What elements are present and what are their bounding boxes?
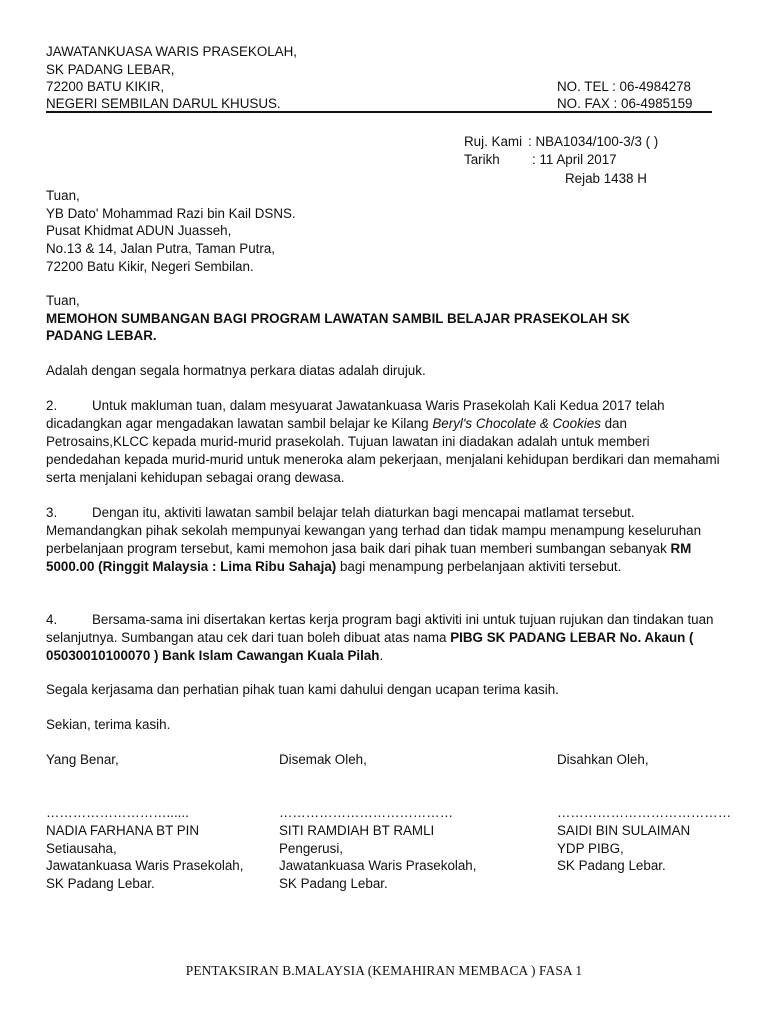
recipient-line-3: No.13 & 14, Jalan Putra, Taman Putra, — [46, 241, 276, 256]
paragraph-number: 4. — [46, 612, 58, 627]
date-label: Tarikh — [464, 152, 500, 167]
signatory-title: YDP PIBG, — [557, 841, 624, 856]
reference-value: : NBA1034/100-3/3 ( ) — [528, 134, 659, 149]
phone-number: NO. TEL : 06-4984278 — [557, 79, 691, 94]
paragraph-number: 2. — [46, 398, 58, 413]
signatory-name: SAIDI BIN SULAIMAN — [557, 823, 691, 838]
signatory-title: Pengerusi, — [279, 841, 344, 856]
paragraph-4-text-a: Bersama-sama ini disertakan kertas kerja program bagi aktiviti ini untuk tujuan rujukan dan tindakan tuan selanjutnya. Sumbangan atau cek dari tuan boleh dibuat atas nama — [46, 612, 714, 645]
closing-sentence: Sekian, terima kasih. — [46, 717, 171, 732]
paragraph-2-text-b: dan Petrosains,KLCC kepada murid-murid prasekolah. Tujuan lawatan ini diadakan adalah untuk memberi pendedahan kepada murid-murid untuk meneroka alam pekerjaan, menjalani kehidupan berdikari dan memahami serta menjalani kehidupan sebagai orang dewasa. — [46, 416, 720, 485]
signatory-title: Setiausaha, — [46, 841, 117, 856]
subject-line-2: PADANG LEBAR. — [46, 328, 157, 343]
thanks-sentence: Segala kerjasama dan perhatian pihak tuan kami dahului dengan ucapan terima kasih. — [46, 682, 559, 697]
fax-number: NO. FAX : 06-4985159 — [557, 96, 693, 111]
paragraph-3-amount: RM 5000.00 (Ringgit Malaysia : Lima Ribu Sahaja) — [46, 541, 692, 574]
letterhead-line-1: JAWATANKUASA WARIS PRASEKOLAH, — [46, 44, 297, 59]
paragraph-4-text-b: . — [379, 648, 384, 663]
letterhead-line-4: NEGERI SEMBILAN DARUL KHUSUS. — [46, 96, 281, 111]
page-footer: PENTAKSIRAN B.MALAYSIA (KEMAHIRAN MEMBACA ) FASA 1 — [185, 963, 583, 978]
recipient-line-1: YB Dato' Mohammad Razi bin Kail DSNS. — [46, 206, 296, 221]
hijri-date: Rejab 1438 H — [565, 171, 647, 186]
opening-sentence: Adalah dengan segala hormatnya perkara diatas adalah dirujuk. — [46, 363, 426, 378]
signature-role: Disahkan Oleh, — [557, 752, 649, 767]
date-value: : 11 April 2017 — [532, 152, 617, 167]
paragraph-number: 3. — [46, 505, 58, 520]
recipient-line-2: Pusat Khidmat ADUN Juasseh, — [46, 223, 232, 238]
paragraph-2-italic: Beryl's Chocolate & Cookies — [432, 416, 601, 431]
paragraph-2 — [46, 397, 722, 487]
letterhead-divider — [46, 111, 712, 113]
signature-role: Disemak Oleh, — [279, 752, 367, 767]
paragraph-3 — [46, 504, 722, 576]
signatory-org: Jawatankuasa Waris Prasekolah, — [46, 858, 244, 873]
paragraph-3-text-a: Dengan itu, aktiviti lawatan sambil belajar telah diaturkan bagi mencapai matlamat tersebut. Memandangkan pihak sekolah mempunyai kewangan yang terhad dan tidak mampu menampung keseluruhan perbelanjaan program tersebut, kami memohon jasa baik dari pihak tuan memberi sumbangan sebanyak — [46, 505, 702, 556]
signatory-org: Jawatankuasa Waris Prasekolah, — [279, 858, 477, 873]
paragraph-3-text-b: bagi menampung perbelanjaan aktiviti tersebut. — [336, 559, 622, 574]
signatory-school: SK Padang Lebar. — [557, 858, 666, 873]
subject-line-1: MEMOHON SUMBANGAN BAGI PROGRAM LAWATAN SAMBIL BELAJAR PRASEKOLAH SK — [46, 311, 630, 326]
signatory-name: NADIA FARHANA BT PIN — [46, 823, 200, 838]
signature-role: Yang Benar, — [46, 752, 119, 767]
signature-line: ………………………………… — [279, 805, 454, 820]
signatory-name: SITI RAMDIAH BT RAMLI — [279, 823, 435, 838]
letterhead-line-2: SK PADANG LEBAR, — [46, 62, 175, 77]
paragraph-4 — [46, 611, 722, 665]
body-salutation: Tuan, — [46, 293, 80, 308]
recipient-line-4: 72200 Batu Kikir, Negeri Sembilan. — [46, 259, 254, 274]
paragraph-2-text-a: Untuk makluman tuan, dalam mesyuarat Jawatankuasa Waris Prasekolah Kali Kedua 2017 telah dicadangkan agar mengadakan lawatan sambil belajar ke Kilang — [46, 398, 665, 431]
signatory-school: SK Padang Lebar. — [46, 876, 155, 891]
letterhead-line-3: 72200 BATU KIKIR, — [46, 79, 165, 94]
signature-line: ………………………...... — [46, 805, 189, 820]
paragraph-4-account: PIBG SK PADANG LEBAR No. Akaun ( 05030010100070 ) Bank Islam Cawangan Kuala Pilah — [46, 630, 694, 663]
signature-line: ………………………………… — [557, 805, 732, 820]
reference-label: Ruj. Kami — [464, 134, 523, 149]
recipient-salutation: Tuan, — [46, 188, 80, 203]
signatory-school: SK Padang Lebar. — [279, 876, 388, 891]
